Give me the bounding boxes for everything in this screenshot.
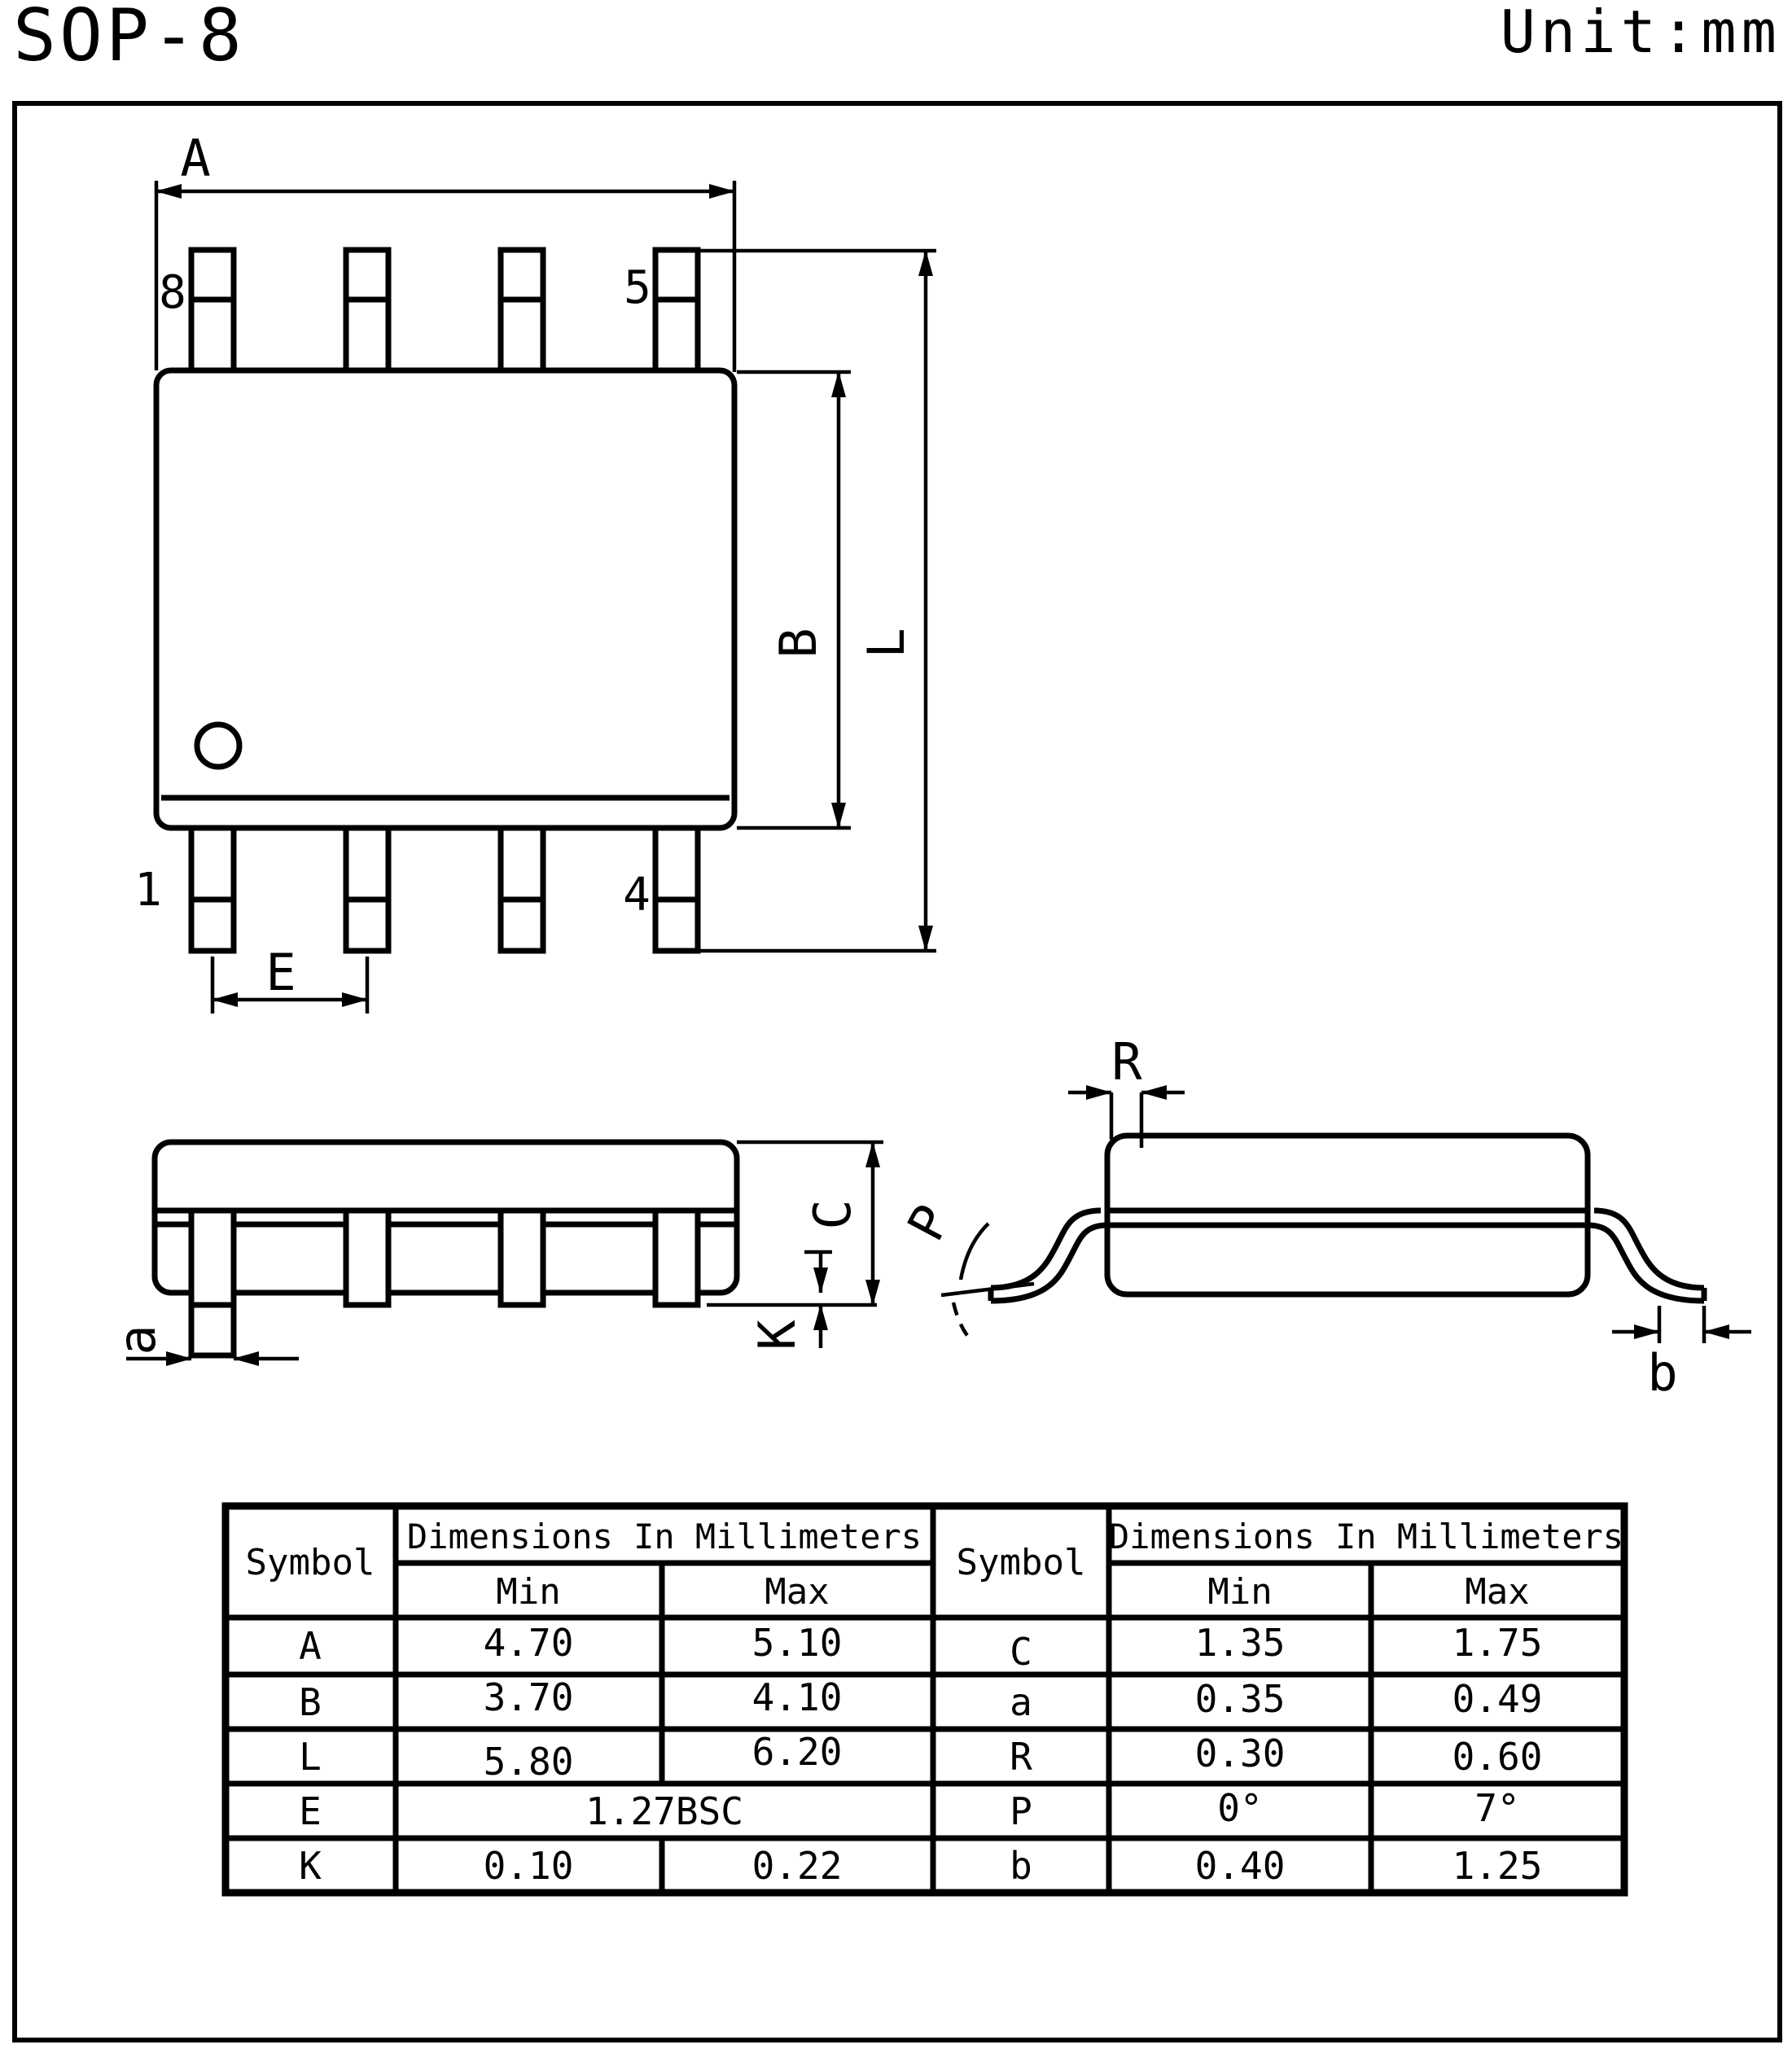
side-view: [107, 1142, 883, 1359]
table-cell: 7°: [1474, 1786, 1520, 1830]
dim-label-B: B: [769, 628, 828, 659]
table-cell: 0.40: [1194, 1844, 1286, 1888]
table-cell: L: [299, 1735, 322, 1779]
right-min-header: Min: [1207, 1571, 1273, 1613]
table-cell: E: [299, 1789, 322, 1833]
table-row-C: [1010, 1621, 1542, 1674]
table-cell: B: [299, 1680, 322, 1724]
dim-label-R: R: [1111, 1032, 1142, 1092]
table-row-L: [299, 1730, 842, 1784]
package-body-top-view: [156, 370, 734, 828]
bottom-pins: [191, 828, 698, 951]
dim-C: [737, 1142, 883, 1305]
side-pin-1: [191, 1211, 234, 1355]
dim-label-A: A: [180, 129, 211, 188]
table-row-E: [299, 1789, 743, 1833]
table-row-P: [1010, 1786, 1520, 1833]
dim-label-K: K: [747, 1320, 807, 1351]
table-row-a: [1010, 1677, 1542, 1724]
table-cell: C: [1010, 1630, 1032, 1674]
dim-A: [156, 129, 734, 372]
dim-label-a: a: [107, 1324, 167, 1355]
table-cell: 1.27BSC: [585, 1789, 743, 1833]
dim-b: [1612, 1306, 1751, 1403]
left-min-header: Min: [496, 1571, 561, 1613]
package-body-side-view: [155, 1142, 737, 1293]
left-max-header: Max: [765, 1571, 830, 1613]
table-cell: 5.80: [483, 1740, 574, 1784]
dim-label-b: b: [1647, 1343, 1678, 1403]
table-row-R: [1010, 1732, 1542, 1779]
pin-label-1: 1: [134, 864, 162, 917]
table-row-B: [299, 1675, 842, 1724]
right-dimensions-header: Dimensions In Millimeters: [1108, 1517, 1624, 1556]
table-cell: K: [299, 1844, 322, 1888]
table-cell: A: [299, 1624, 322, 1668]
right-symbol-header: Symbol: [956, 1542, 1086, 1583]
dim-label-C: C: [803, 1199, 862, 1230]
dim-K: [747, 1252, 832, 1351]
table-cell: 4.10: [751, 1675, 843, 1719]
table-cell: 0.35: [1194, 1677, 1286, 1721]
table-row-b: [1010, 1844, 1542, 1888]
right-max-header: Max: [1465, 1571, 1530, 1613]
page-title: SOP-8: [13, 0, 245, 77]
table-cell: 0°: [1217, 1786, 1263, 1830]
pin-label-5: 5: [624, 261, 651, 314]
table-grid: [226, 1506, 1624, 1893]
top-view: [134, 129, 936, 1014]
table-cell: 1.35: [1194, 1621, 1286, 1665]
table-row-K: [299, 1844, 842, 1888]
table-cell: 0.30: [1194, 1732, 1286, 1775]
table-cell: 3.70: [483, 1675, 574, 1719]
table-cell: 0.49: [1452, 1677, 1543, 1721]
dim-label-P: P: [896, 1195, 963, 1250]
package-body-end-view: [1107, 1136, 1588, 1294]
top-pins: [191, 250, 698, 370]
table-cell: 6.20: [751, 1730, 843, 1774]
table-cell: 5.10: [751, 1621, 843, 1665]
end-view: [896, 1032, 1751, 1403]
lead-right: [1588, 1211, 1704, 1301]
table-cell: 1.25: [1452, 1844, 1543, 1888]
left-dimensions-header: Dimensions In Millimeters: [406, 1517, 922, 1556]
table-cell: P: [1010, 1789, 1032, 1833]
side-pin-3: [501, 1211, 543, 1305]
pin1-indicator-dot: [197, 725, 239, 767]
table-cell: R: [1010, 1735, 1032, 1779]
side-pin-2: [346, 1211, 388, 1305]
table-row-A: [299, 1621, 842, 1668]
unit-label: Unit:mm: [1500, 0, 1781, 66]
table-cell: 4.70: [483, 1621, 574, 1665]
dim-label-E: E: [265, 943, 296, 1002]
side-pin-4: [655, 1211, 698, 1305]
table-cell: 1.75: [1452, 1621, 1543, 1665]
table-cell: 0.22: [751, 1844, 843, 1888]
dim-label-L: L: [857, 628, 916, 659]
left-symbol-header: Symbol: [245, 1542, 375, 1583]
dimension-table: [226, 1506, 1624, 1893]
table-cell: 0.10: [483, 1844, 574, 1888]
lead-frame-plane-lines: [1107, 1211, 1588, 1225]
table-cell: b: [1010, 1844, 1032, 1888]
dim-R: [1068, 1032, 1185, 1148]
dim-P: [896, 1195, 1034, 1337]
pin-label-8: 8: [159, 266, 186, 319]
dim-B: [737, 372, 851, 828]
pin-label-4: 4: [623, 869, 651, 922]
table-cell: 0.60: [1452, 1735, 1543, 1779]
table-cell: a: [1010, 1680, 1032, 1724]
